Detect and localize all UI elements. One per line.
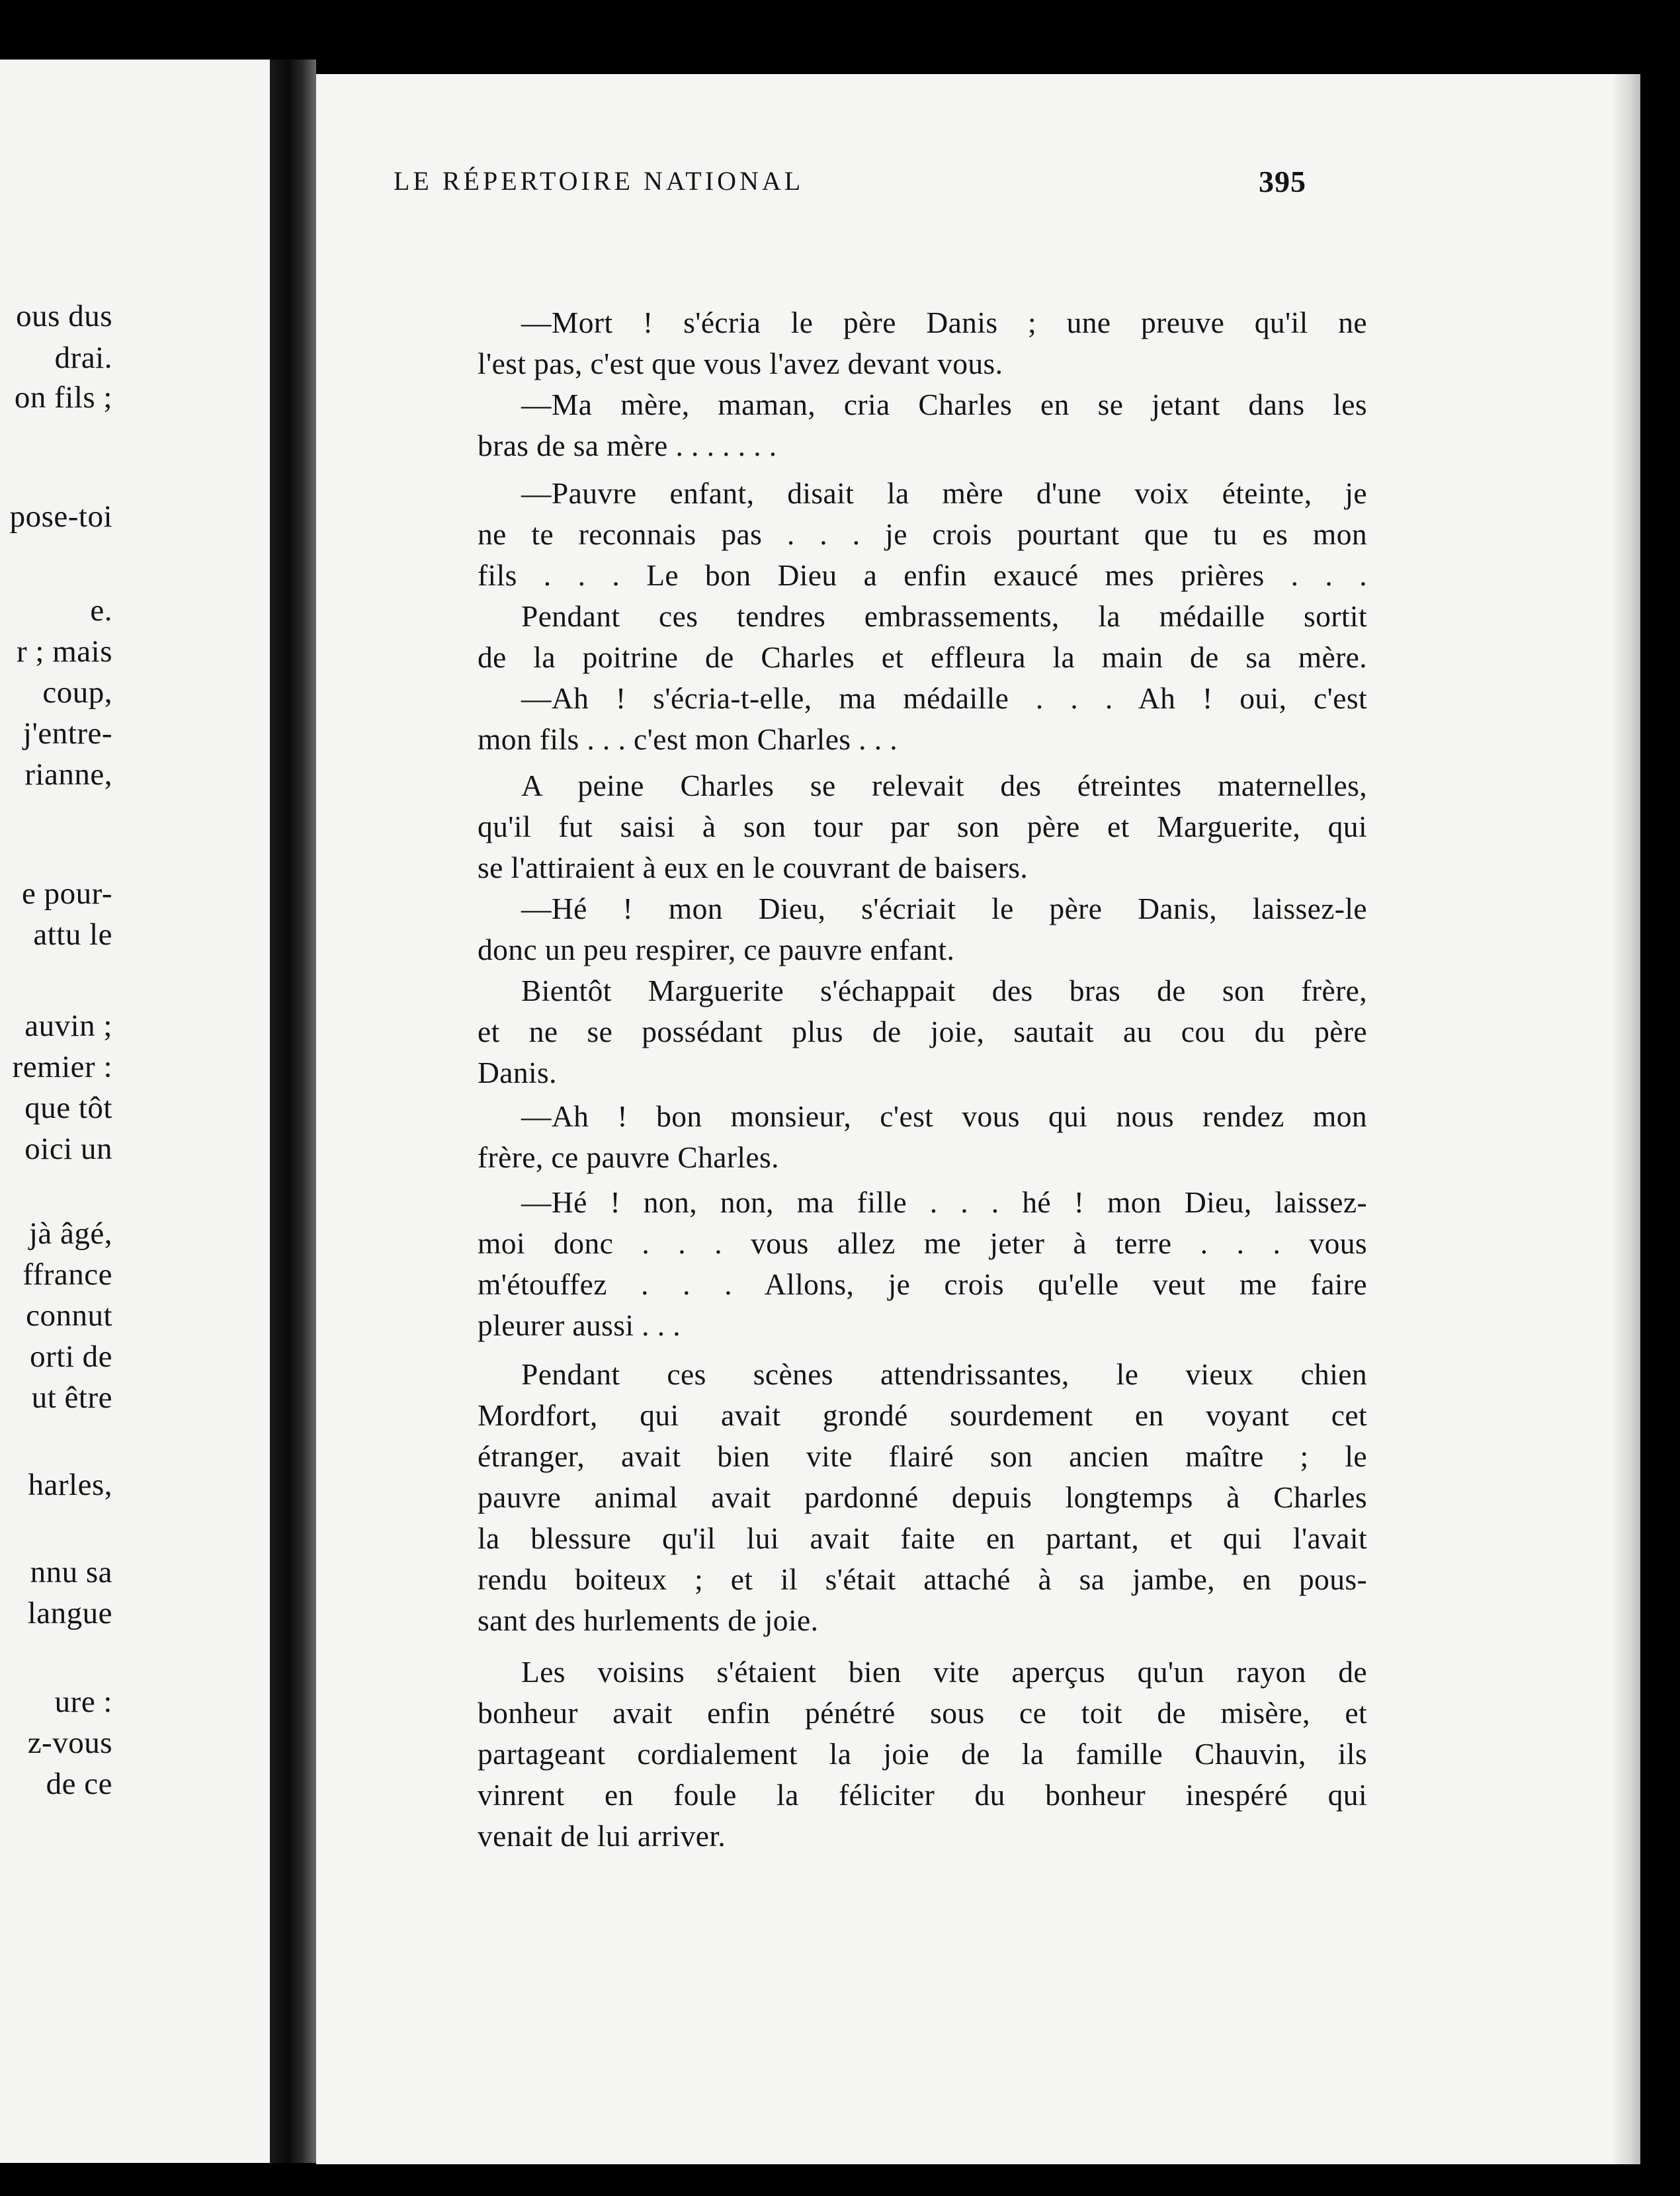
text-line: qu'il fut saisi à son tour par son père et Marguerite, qui	[478, 810, 1367, 843]
left-page-fragment: on fils ;	[14, 380, 112, 415]
text-line: étranger, avait bien vite flairé son ancien maître ; le	[478, 1439, 1367, 1473]
left-page-fragment: coup,	[42, 675, 112, 710]
text-line: venait de lui arriver.	[478, 1819, 726, 1853]
page-number: 395	[1259, 165, 1306, 198]
left-page	[0, 60, 270, 2163]
left-page-fragment: ous dus	[16, 299, 112, 333]
text-line: ne te reconnais pas . . . je crois pourtant que tu es mon	[478, 517, 1367, 551]
page-edge	[1614, 74, 1640, 2164]
text-line: —Mort ! s'écria le père Danis ; une preuve qu'il ne	[521, 306, 1367, 339]
text-line: sant des hurlements de joie.	[478, 1603, 819, 1637]
left-page-fragment: de ce	[46, 1767, 112, 1801]
text-line: vinrent en foule la féliciter du bonheur inespéré qui	[478, 1778, 1367, 1812]
left-page-fragment: orti de	[30, 1339, 112, 1374]
left-page-fragment: attu le	[33, 917, 112, 952]
text-line: fils . . . Le bon Dieu a enfin exaucé mes prières . . .	[478, 558, 1367, 592]
text-line: —Hé ! mon Dieu, s'écriait le père Danis, laissez-le	[521, 892, 1367, 925]
left-page-fragment: drai.	[54, 341, 112, 375]
running-title: LE RÉPERTOIRE NATIONAL	[394, 166, 804, 196]
left-page-fragment: connut	[26, 1298, 112, 1333]
text-line: Les voisins s'étaient bien vite aperçus qu'un rayon de	[521, 1655, 1367, 1689]
left-page-fragment: harles,	[28, 1468, 112, 1502]
text-line: frère, ce pauvre Charles.	[478, 1140, 779, 1174]
left-page-fragment: nnu sa	[30, 1555, 112, 1589]
left-page-fragment: ffrance	[22, 1257, 112, 1292]
text-line: se l'attiraient à eux en le couvrant de baisers.	[478, 851, 1029, 884]
left-page-fragment: que tôt	[24, 1091, 112, 1125]
text-line: partageant cordialement la joie de la famille Chauvin, ils	[478, 1737, 1367, 1771]
text-line: bonheur avait enfin pénétré sous ce toit de misère, et	[478, 1696, 1367, 1730]
left-page-fragment: e.	[90, 593, 112, 628]
left-page-fragment: oici un	[24, 1132, 112, 1166]
text-line: bras de sa mère . . . . . . .	[478, 429, 777, 462]
left-page-fragment: pose-toi	[9, 499, 112, 534]
left-page-fragment: remier :	[12, 1050, 112, 1084]
left-page-fragment: jà âgé,	[28, 1216, 112, 1251]
left-page-fragment: z-vous	[27, 1726, 112, 1760]
text-line: Bientôt Marguerite s'échappait des bras de son frère,	[521, 974, 1367, 1007]
text-line: et ne se possédant plus de joie, sautait au cou du père	[478, 1015, 1367, 1048]
text-line: pleurer aussi . . .	[478, 1308, 681, 1342]
text-line: A peine Charles se relevait des étreintes maternelles,	[521, 769, 1367, 802]
left-page-fragment: e pour-	[22, 876, 112, 911]
text-line: Mordfort, qui avait grondé sourdement en voyant cet	[478, 1398, 1367, 1432]
book-gutter	[270, 60, 316, 2163]
text-line: la blessure qu'il lui avait faite en partant, et qui l'avait	[478, 1521, 1367, 1555]
text-line: m'étouffez . . . Allons, je crois qu'elle veut me faire	[478, 1267, 1367, 1301]
text-line: mon fils . . . c'est mon Charles . . .	[478, 722, 898, 756]
left-page-fragment: ut être	[31, 1380, 112, 1415]
text-line: rendu boiteux ; et il s'était attaché à sa jambe, en pous-	[478, 1562, 1367, 1596]
text-line: Danis.	[478, 1056, 557, 1089]
left-page-fragment: langue	[27, 1596, 112, 1630]
running-head	[394, 165, 1306, 205]
left-page-fragment: r ; mais	[17, 634, 112, 669]
text-line: pauvre animal avait pardonné depuis longtemps à Charles	[478, 1480, 1367, 1514]
text-line: —Ah ! s'écria-t-elle, ma médaille . . . Ah ! oui, c'est	[521, 681, 1367, 715]
left-page-fragment: j'entre-	[22, 716, 112, 751]
text-line: —Pauvre enfant, disait la mère d'une voix éteinte, je	[521, 476, 1367, 510]
text-line: —Ma mère, maman, cria Charles en se jetant dans les	[521, 388, 1367, 421]
text-line: l'est pas, c'est que vous l'avez devant vous.	[478, 347, 1003, 380]
left-page-fragment: ure :	[54, 1685, 112, 1719]
text-line: —Ah ! bon monsieur, c'est vous qui nous rendez mon	[521, 1099, 1367, 1133]
text-line: moi donc . . . vous allez me jeter à terre . . . vous	[478, 1226, 1367, 1260]
left-page-fragment: rianne,	[24, 757, 112, 792]
text-line: —Hé ! non, non, ma fille . . . hé ! mon Dieu, laissez-	[521, 1185, 1367, 1219]
text-line: Pendant ces tendres embrassements, la médaille sortit	[521, 599, 1367, 633]
left-page-fragment: auvin ;	[24, 1009, 112, 1043]
text-line: donc un peu respirer, ce pauvre enfant.	[478, 933, 955, 966]
text-line: de la poitrine de Charles et effleura la main de sa mère.	[478, 640, 1367, 674]
text-line: Pendant ces scènes attendrissantes, le vieux chien	[521, 1357, 1367, 1391]
